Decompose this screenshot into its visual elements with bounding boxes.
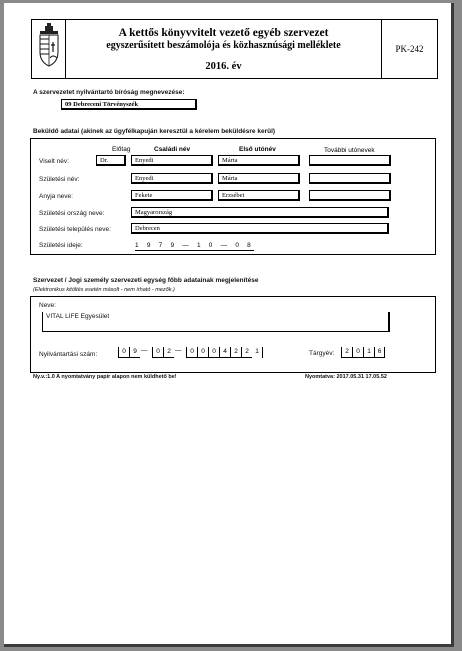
birth-family-name-field[interactable]: Enyedi: [131, 173, 213, 184]
other-names-field[interactable]: [309, 155, 391, 166]
birth-date-label: Születési ideje:: [39, 242, 83, 249]
form-year: 2016. év: [205, 61, 242, 72]
birth-country-label: Születési ország neve:: [39, 210, 105, 217]
form-subtitle: egyszerűsített beszámolója és közhasznúsági melléklete: [106, 40, 341, 51]
birth-date-field[interactable]: 1 9 7 9 — 1 0 — 0 8: [135, 242, 254, 249]
reg-digit: 0: [197, 347, 208, 358]
name-prefix-field[interactable]: Dr.: [96, 155, 126, 166]
form-header: [31, 19, 438, 79]
mother-first-name-field[interactable]: Erzsébet: [218, 190, 300, 201]
reg-number-label: Nyilvántartási szám:: [39, 351, 98, 358]
col-header-first: Első utónév: [239, 146, 276, 153]
org-section-note: (Elektronikus kitöltés esetén másolt - nem írható - mezők.): [33, 287, 175, 293]
col-header-other: További utónevek: [324, 147, 375, 154]
org-name-field[interactable]: [42, 312, 390, 332]
court-label: A szervezetet nyilvántartó bíróság megnevezése:: [33, 89, 185, 96]
mother-other-names-field[interactable]: [309, 190, 391, 201]
org-section-title: Szervezet / Jogi személy szervezeti egység főbb adatainak megjelenítése: [33, 277, 259, 284]
reg-separator: —: [175, 347, 182, 354]
subject-year-field[interactable]: [341, 347, 387, 359]
year-digit: 6: [374, 347, 385, 358]
first-name-field[interactable]: Márta: [218, 155, 300, 166]
reg-digit: 1: [252, 347, 263, 358]
mother-name-label: Anyja neve:: [39, 193, 73, 200]
mother-family-name-field[interactable]: Fekete: [131, 190, 213, 201]
form-page: [4, 3, 454, 647]
sender-section-title: Beküldő adatai (akinek az ügyfélkapuján keresztül a kérelem beküldésre kerül): [33, 128, 276, 135]
subject-year-label: Tárgyév:: [309, 350, 335, 357]
org-name-value: VITAL LIFE Egyesület: [46, 313, 110, 320]
birth-name-label: Születési név:: [39, 176, 80, 183]
reg-digit: 0: [118, 347, 129, 358]
birth-first-name-field[interactable]: Márta: [218, 173, 300, 184]
print-timestamp: Nyomtatva: 2017.05.31 17.05.52: [305, 374, 387, 380]
form-title: A kettős könyvvitelt vezető egyéb szervezet: [118, 27, 329, 39]
version-note: Ny.v.:1.0 A nyomtatvány papír alapon nem küldhető be!: [33, 374, 177, 380]
birth-country-field[interactable]: Magyarország: [131, 207, 389, 218]
used-name-label: Viselt név:: [39, 158, 69, 165]
org-section: [30, 296, 436, 373]
reg-digit: 0: [186, 347, 197, 358]
reg-digit: 0: [208, 347, 219, 358]
form-code: PK-242: [381, 20, 437, 78]
coat-of-arms-icon: [32, 20, 66, 78]
reg-separator: —: [141, 347, 148, 354]
court-field[interactable]: 09 Debreceni Törvényszék: [61, 99, 197, 110]
col-header-family: Családi név: [154, 146, 191, 153]
birth-other-names-field[interactable]: [309, 173, 391, 184]
org-name-label: Neve:: [39, 302, 56, 309]
year-digit: 1: [363, 347, 374, 358]
col-header-prefix: Előtag: [112, 146, 131, 153]
year-digit: 2: [341, 347, 352, 358]
reg-number-field[interactable]: [118, 347, 258, 359]
reg-digit: 4: [219, 347, 230, 358]
reg-digit: 0: [152, 347, 163, 358]
reg-digit: 2: [241, 347, 252, 358]
reg-digit: 9: [129, 347, 140, 358]
birth-place-label: Születési település neve:: [39, 226, 111, 233]
birth-place-field[interactable]: Debrecen: [131, 223, 389, 234]
family-name-field[interactable]: Enyedi: [131, 155, 213, 166]
reg-digit: 2: [230, 347, 241, 358]
reg-digit: 2: [163, 347, 174, 358]
year-digit: 0: [352, 347, 363, 358]
